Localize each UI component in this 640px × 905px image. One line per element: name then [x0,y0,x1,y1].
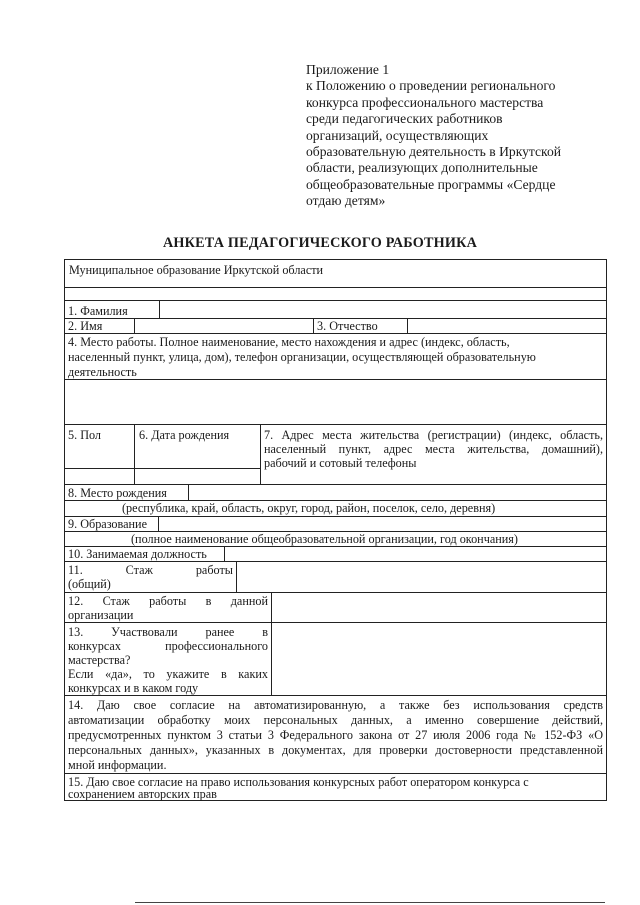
position-label: 10. Занимаемая должность [68,547,207,561]
form-border-top [64,259,607,260]
appendix-line: конкурса профессионального мастерства [306,94,544,110]
row-divider [64,287,607,288]
contests-label-line: мастерства? [68,653,131,667]
workplace-label-line: населенный пункт, улица, дом), телефон организации, осуществляющей образовательную [68,350,536,364]
consent-personal-data-line: 14. Даю свое согласие на автоматизированную, а также без использования средств [68,698,603,712]
contests-label-line: Если «да», то укажите в каких [68,667,268,681]
org-experience-label-line: организации [68,608,134,622]
birthplace-label: 8. Место рождения [68,486,167,500]
total-experience-label-line: (общий) [68,577,111,591]
gender-label: 5. Пол [68,428,102,442]
total-experience-label-line: 11. Стаж работы [68,563,233,577]
surname-field[interactable] [160,301,606,317]
home-address-label-line: рабочий и сотовый телефоны [264,456,417,470]
consent-personal-data-line: автоматизации обработку моих персональных данных, а именно совершение действий, [68,713,603,727]
home-address-label-line: 7. Адрес места жительства (регистрации) (индекс, область, [264,428,603,442]
education-field[interactable] [159,517,606,530]
birthplace-hint: (республика, край, область, округ, город, район, поселок, село, деревня) [122,501,496,515]
workplace-label-line: 4. Место работы. Полное наименование, место нахождения и адрес (индекс, область, [68,335,510,349]
appendix-line: организаций, осуществляющих [306,127,489,143]
appendix-line: к Положению о проведении регионального [306,78,556,94]
education-label: 9. Образование [68,517,147,531]
workplace-field[interactable] [65,380,606,423]
consent-personal-data-line: мной информации. [68,758,167,772]
org-experience-field[interactable] [272,593,606,621]
appendix-line: среди педагогических работников [306,111,503,127]
appendix-line: области, реализующих дополнительные [306,160,538,176]
org-experience-label-line: 12. Стаж работы в данной [68,594,268,608]
contests-field[interactable] [272,623,606,694]
row-divider [64,333,607,334]
first-name-label: 2. Имя [68,319,103,333]
consent-personal-data-line: предусмотренных пунктом 3 статьи 3 Федерального закона от 27 июля 2006 года № 152-ФЗ «О [68,728,603,742]
contests-label-line: конкурсах и в каком году [68,681,199,695]
municipality-label: Муниципальное образование Иркутской области [69,263,324,277]
gender-field[interactable] [65,469,133,483]
appendix-line: образовательную деятельность в Иркутской [306,144,562,160]
contests-label-line: 13. Участвовали ранее в [68,625,268,639]
cell-divider [313,318,314,333]
appendix-line: отдаю детям» [306,193,386,209]
patronymic-label: 3. Отчество [317,319,378,333]
workplace-label-line: деятельность [68,365,137,379]
appendix-line: общеобразовательные программы «Сердце [306,176,556,192]
home-address-label-line: населенный пункт, адрес места жительства, домашний), [264,442,603,456]
row-divider [64,695,607,696]
birthplace-field[interactable] [189,485,606,499]
contests-label-line: конкурсах профессионального [68,639,268,653]
surname-label: 1. Фамилия [68,304,128,318]
consent-works-line: сохранением авторских прав [68,787,217,801]
patronymic-field[interactable] [408,319,605,332]
appendix-line: Приложение 1 [306,62,390,77]
form-border-right [606,259,607,801]
total-experience-field[interactable] [237,562,606,591]
bottom-rule [135,902,605,903]
birth-date-label: 6. Дата рождения [139,428,230,442]
position-field[interactable] [225,547,606,560]
form-border-left [64,259,65,801]
consent-works-line: 15. Даю свое согласие на право использования конкурсных работ оператором конкурса с [68,775,529,789]
education-hint: (полное наименование общеобразовательной организации, год окончания) [131,532,518,546]
row-divider [64,424,607,425]
page-title: АНКЕТА ПЕДАГОГИЧЕСКОГО РАБОТНИКА [162,235,478,251]
first-name-field[interactable] [135,319,312,332]
birth-date-field[interactable] [135,469,259,483]
consent-personal-data-line: персональных данных», указанных в документах, для проверки достоверности представленной [68,743,603,757]
row-divider [64,773,607,774]
home-address-field[interactable] [261,470,606,483]
